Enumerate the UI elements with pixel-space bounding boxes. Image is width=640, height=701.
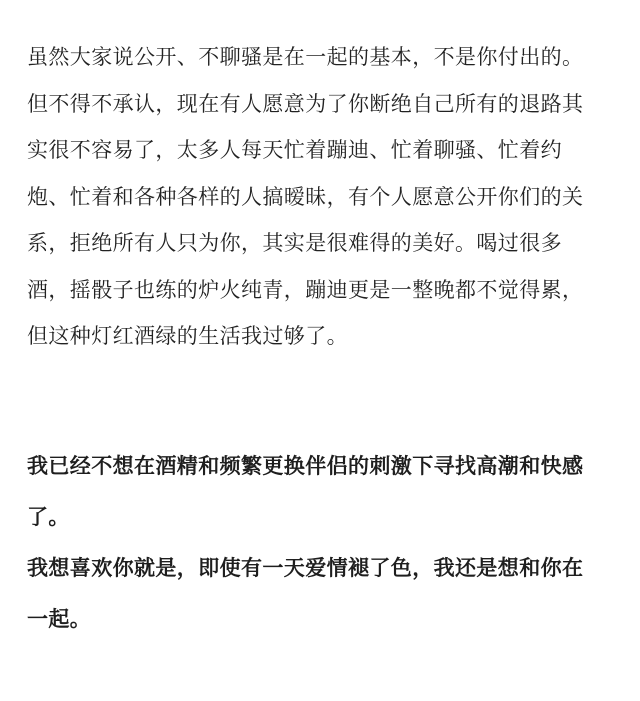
text-line: 酒，摇骰子也练的炉火纯青，蹦迪更是一整晚都不觉得累， xyxy=(27,277,584,302)
text-line: 虽然大家说公开、不聊骚是在一起的基本，不是你付出的。 xyxy=(27,45,584,69)
bold-text-line: 一起。 xyxy=(27,606,92,631)
text-line: 但不得不承认，现在有人愿意为了你断绝自己所有的退路其 xyxy=(27,91,584,116)
text-line: 实很不容易了，太多人每天忙着蹦迪、忙着聊骚、忙着约 xyxy=(27,138,562,162)
paragraph-regular xyxy=(27,34,614,360)
text-line: 炮、忙着和各种各样的人搞暧昧，有个人愿意公开你们的关 xyxy=(27,184,584,209)
paragraph-gap xyxy=(27,360,614,441)
paragraph-bold xyxy=(27,441,614,645)
text-line: 系，拒绝所有人只为你，其实是很难得的美好。喝过很多 xyxy=(27,231,562,255)
bold-text-line: 我想喜欢你就是，即使有一天爱情褪了色，我还是想和你在 xyxy=(27,555,584,580)
bold-text-line: 我已经不想在酒精和频繁更换伴侣的刺激下寻找高潮和快感 xyxy=(27,453,584,478)
bold-text-line: 了。 xyxy=(27,504,70,529)
text-line: 但这种灯红酒绿的生活我过够了。 xyxy=(27,324,348,348)
